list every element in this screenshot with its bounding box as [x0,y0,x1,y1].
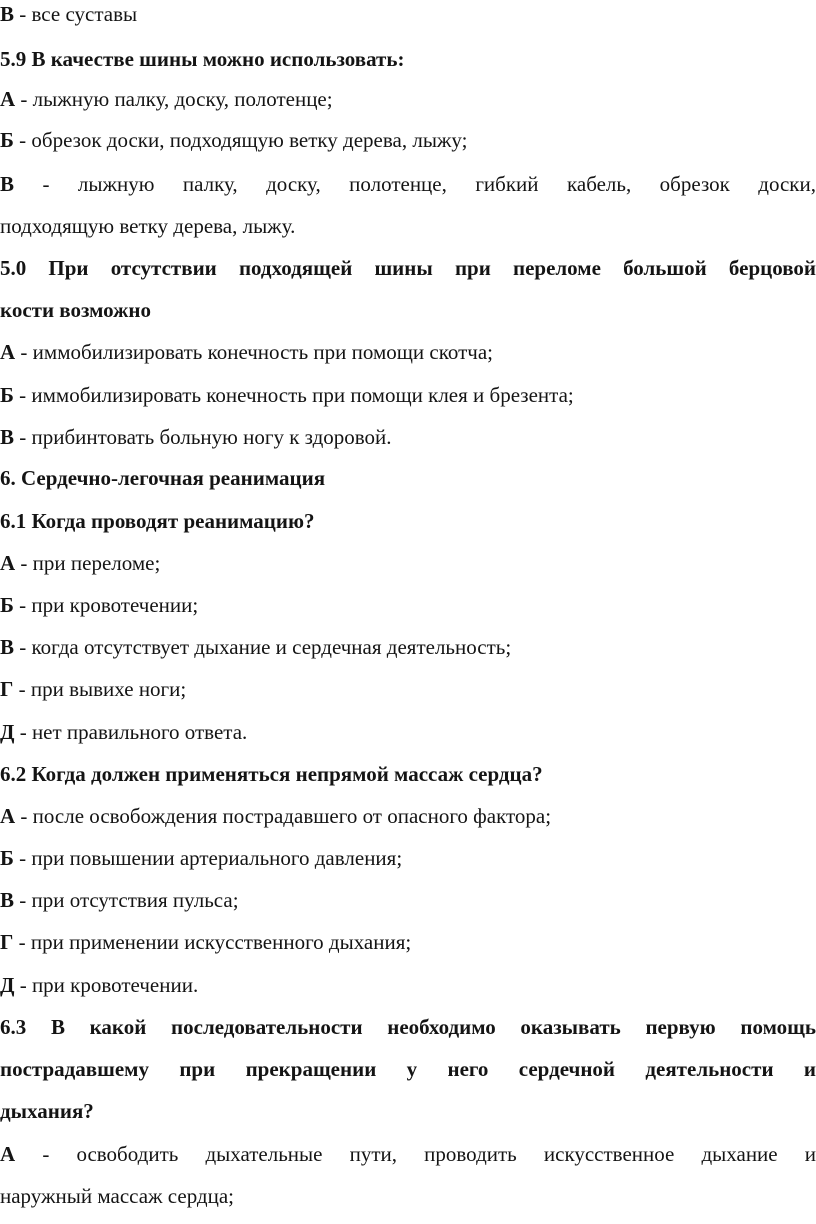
answer-line [0,126,816,154]
answer-text: - при отсутствия пульса; [14,888,239,912]
answer-key: В [0,172,15,196]
answer-continuation: наружный массаж сердца; [0,1184,234,1208]
answer-text: - когда отсутствует дыхание и сердечная деятельность; [14,635,512,659]
question-heading: 6.1 Когда проводят реанимацию? [0,509,315,533]
answer-key: В [0,635,15,659]
answer-text: - при переломе; [15,551,161,575]
answer-text: - освободить дыхательные пути, проводить искусственное дыхание и [15,1142,816,1166]
answer-text: - лыжную палку, доску, полотенце; [15,87,333,111]
answer-key: В [0,425,15,449]
answer-text: - обрезок доски, подходящую ветку дерева, лыжу; [13,128,468,152]
answer-line [0,338,816,366]
answer-line [0,928,816,956]
answer-line [0,0,816,28]
answer-line [0,423,816,451]
answer-text: - иммобилизировать конечность при помощи скотча; [15,340,493,364]
answer-line [0,1140,816,1168]
answer-line [0,844,816,872]
answer-key: В [0,2,15,26]
answer-text: - нет правильного ответа. [14,720,248,744]
answer-text: - при кровотечении. [14,973,199,997]
answer-text: - прибинтовать больную ногу к здоровой. [14,425,392,449]
answer-text: - при применении искусственного дыхания; [13,930,412,954]
answer-line [0,886,816,914]
answer-key: В [0,888,15,912]
answer-line [0,170,816,198]
answer-key: А [0,340,16,364]
answer-continuation: подходящую ветку дерева, лыжу. [0,214,296,238]
answer-key: Д [0,973,15,997]
answer-text: - лыжную палку, доску, полотенце, гибкий кабель, обрезок доски, [14,172,816,196]
answer-key: А [0,87,16,111]
answer-line [0,549,816,577]
question-heading: 5.0 При отсутствии подходящей шины при переломе большой берцовой [0,256,816,280]
answer-key: Г [0,930,14,954]
answer-text: - иммобилизировать конечность при помощи клея и брезента; [13,383,574,407]
answer-text: - при вывихе ноги; [13,677,187,701]
answer-key: А [0,804,16,828]
section-heading: 6. Сердечно-легочная реанимация [0,466,326,490]
answer-key: А [0,1142,16,1166]
answer-line [0,591,816,619]
answer-key: Д [0,720,15,744]
answer-text: - при повышении артериального давления; [13,846,403,870]
answer-key: Б [0,846,14,870]
answer-text: - при кровотечении; [13,593,199,617]
answer-key: Г [0,677,14,701]
answer-text: - после освобождения пострадавшего от опасного фактора; [15,804,552,828]
answer-text: - все суставы [14,2,138,26]
answer-key: Б [0,128,14,152]
answer-line [0,633,816,661]
answer-line [0,971,816,999]
answer-key: А [0,551,16,575]
answer-line [0,802,816,830]
question-heading-continuation: дыхания? [0,1099,94,1123]
answer-key: Б [0,383,14,407]
answer-line [0,85,816,113]
question-heading-continuation: пострадавшему при прекращении у него сердечной деятельности и [0,1057,816,1081]
answer-line [0,381,816,409]
answer-line [0,718,816,746]
question-heading: 5.9 В качестве шины можно использовать: [0,47,405,71]
question-heading: 6.3 В какой последовательности необходимо оказывать первую помощь [0,1015,816,1039]
question-heading: 6.2 Когда должен применяться непрямой массаж сердца? [0,762,543,786]
answer-line [0,675,816,703]
answer-key: Б [0,593,14,617]
question-heading-continuation: кости возможно [0,298,151,322]
